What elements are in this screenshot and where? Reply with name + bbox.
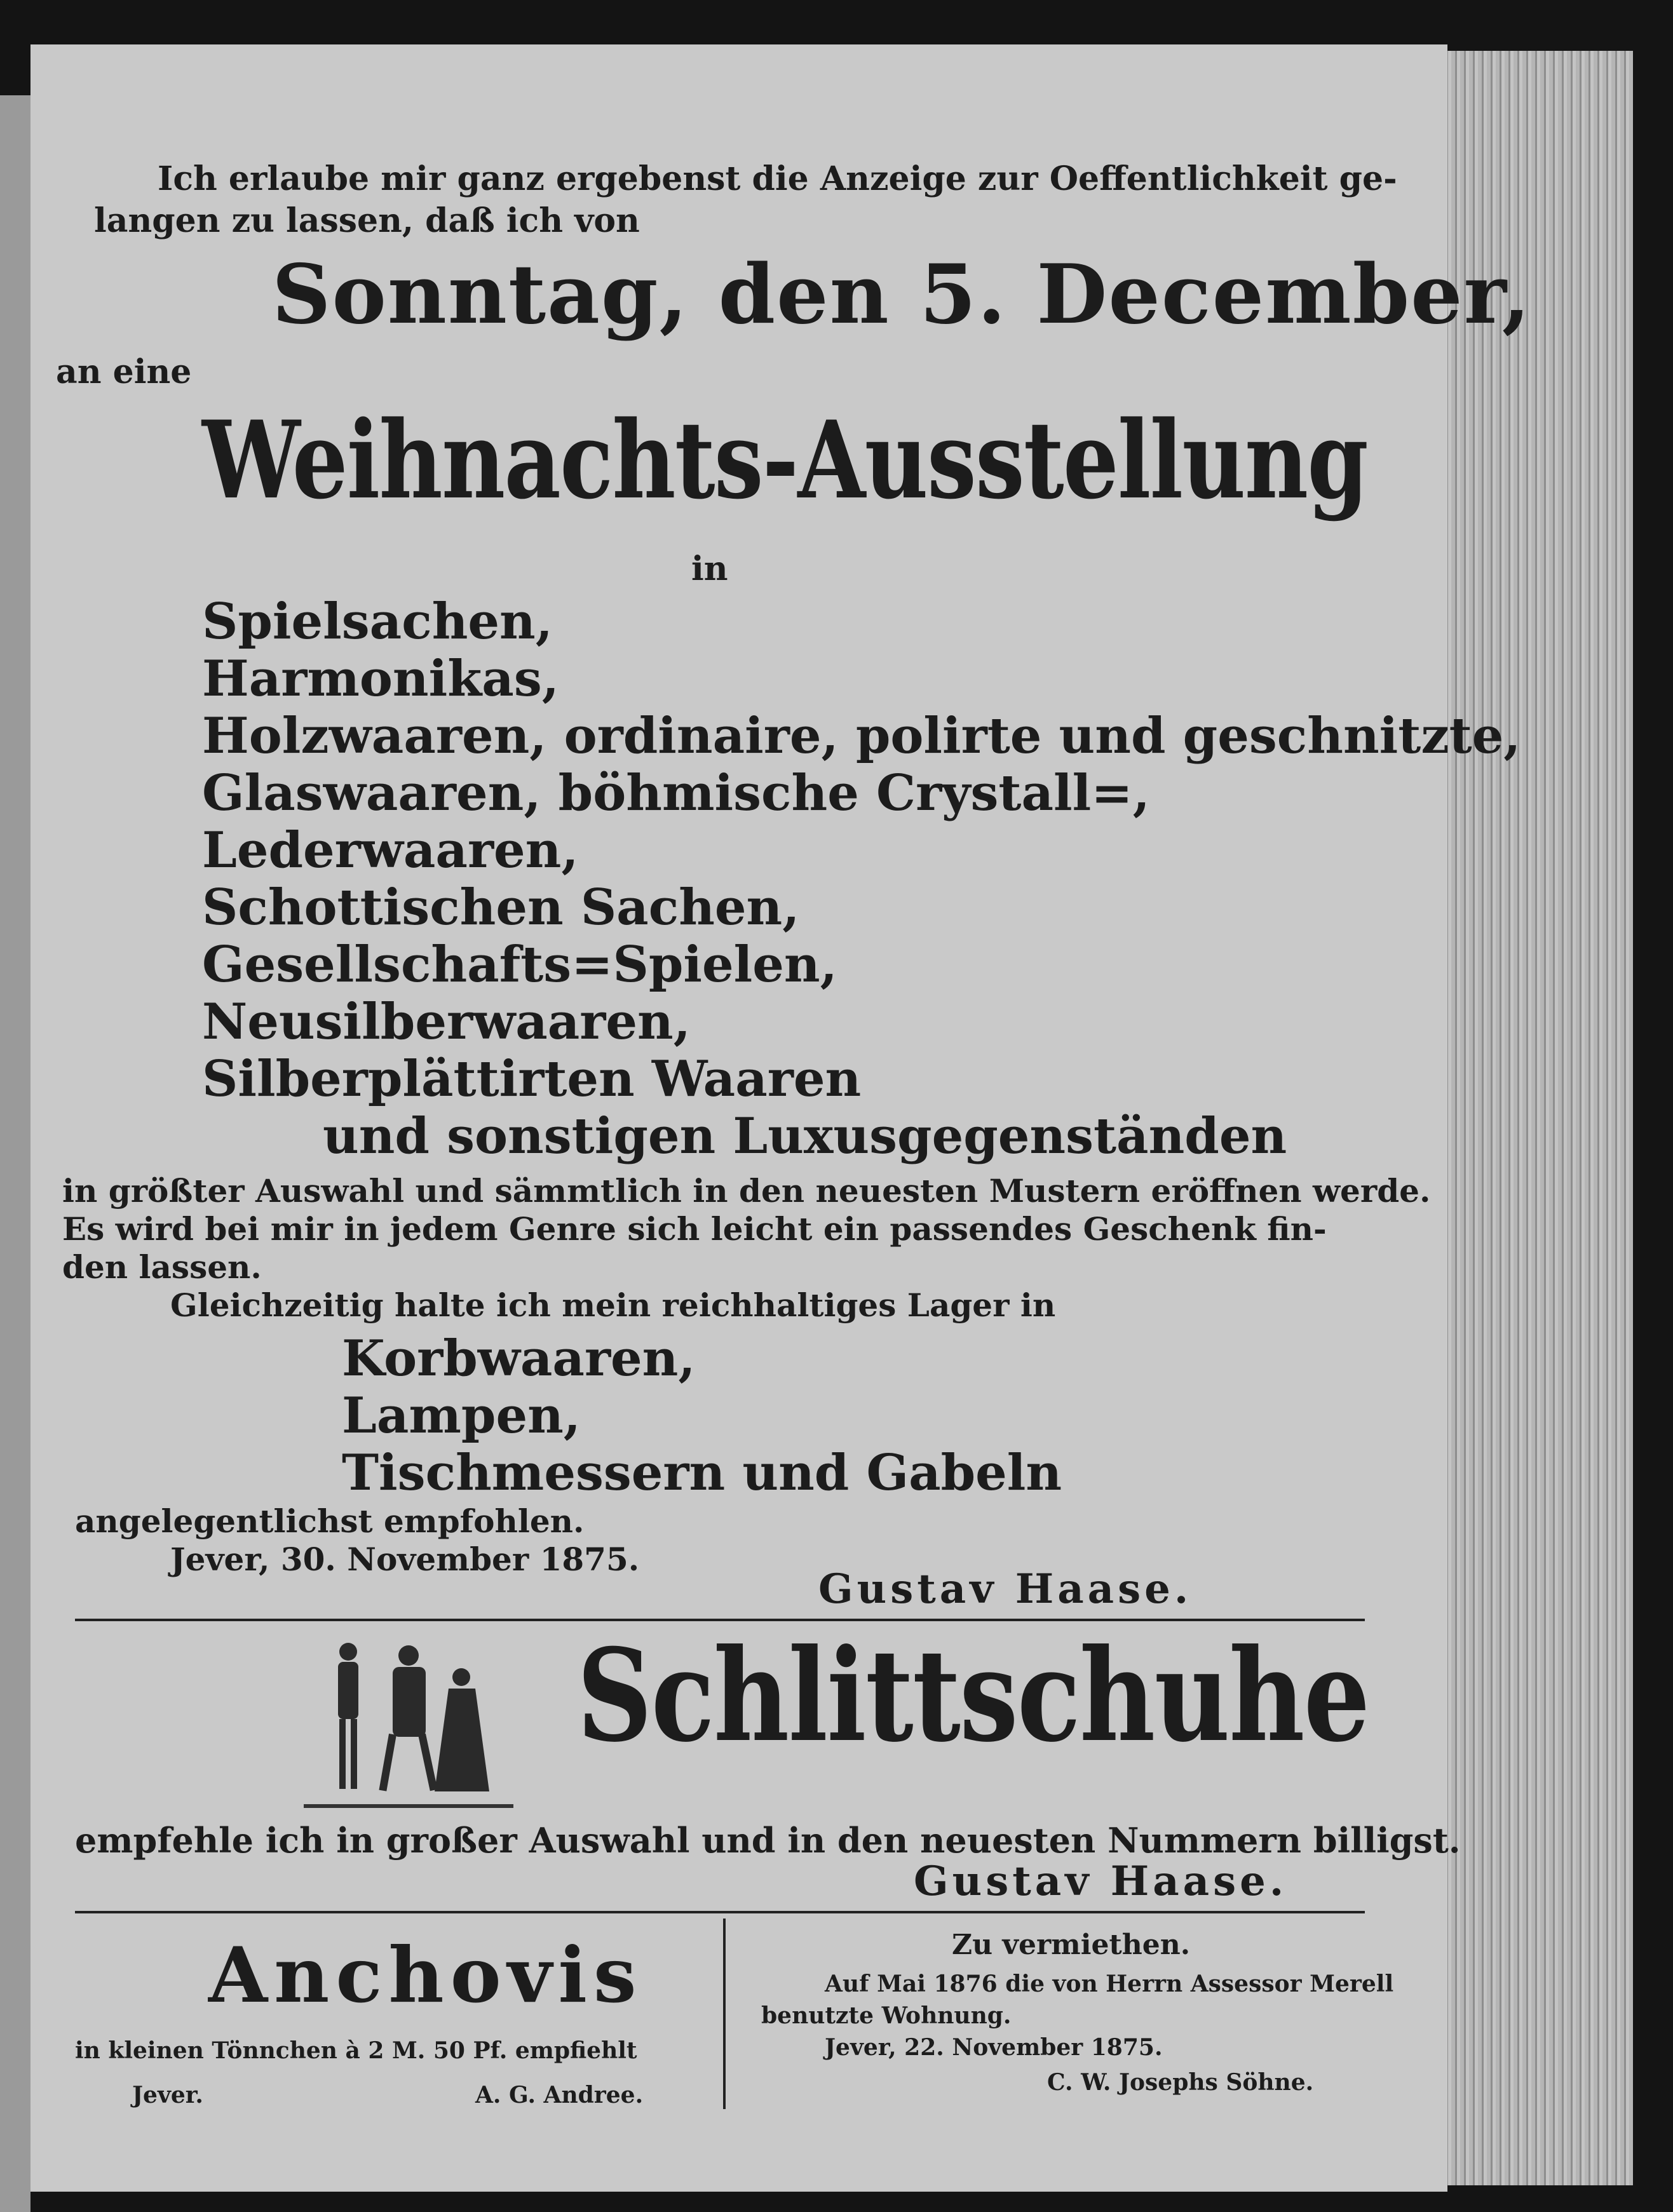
- ad2-signature: Gustav Haase.: [914, 1858, 1288, 1905]
- body-line-2: Es wird bei mir in jedem Genre sich leicht ein passendes Geschenk fin-: [62, 1210, 1327, 1248]
- body-line-4: Gleichzeitig halte ich mein reichhaltiges Lager in: [170, 1286, 1056, 1324]
- ad1-signature: Gustav Haase.: [818, 1565, 1193, 1613]
- ad1-headline: Weihnachts-Ausstellung: [202, 397, 1368, 523]
- ad3-headline: Anchovis: [208, 1931, 643, 2020]
- divider: [75, 1911, 1365, 1913]
- body-line-3: den lassen.: [62, 1248, 262, 1286]
- ad4-line-2: benutzte Wohnung.: [761, 2002, 1012, 2029]
- column-divider: [723, 1919, 726, 2109]
- body-line-1: in größter Auswahl und sämmtlich in den neuesten Mustern eröffnen werde.: [62, 1172, 1431, 1210]
- ad3-body: in kleinen Tönnchen à 2 M. 50 Pf. empfiehlt: [75, 2037, 637, 2064]
- ad3-place: Jever.: [132, 2082, 203, 2108]
- list-item-2: Korbwaaren,: [342, 1330, 696, 1387]
- list-item: und sonstigen Luxusgegenständen: [323, 1107, 1287, 1165]
- event-date: Sonntag, den 5. December,: [272, 247, 1532, 342]
- list-item: Neusilberwaaren,: [202, 993, 691, 1051]
- an-eine-label: an eine: [56, 353, 192, 391]
- skaters-illustration: [304, 1633, 513, 1817]
- ad3-signature: A. G. Andree.: [475, 2082, 644, 2108]
- list-item: Lederwaaren,: [202, 821, 579, 879]
- closing-text: angelegentlichst empfohlen.: [75, 1502, 585, 1540]
- ad4-place-date: Jever, 22. November 1875.: [825, 2034, 1163, 2061]
- ad2-body: empfehle ich in großer Auswahl und in den neuesten Nummern billigst.: [75, 1820, 1461, 1861]
- list-item: Holzwaaren, ordinaire, polirte und geschnitzte,: [202, 707, 1521, 765]
- ad4-title: Zu vermiethen.: [952, 1929, 1191, 1961]
- place-date: Jever, 30. November 1875.: [170, 1541, 640, 1578]
- ad2-headline: Schlittschuhe: [577, 1621, 1369, 1770]
- list-item: Glaswaaren, böhmische Crystall=,: [202, 764, 1150, 822]
- list-item: Harmonikas,: [202, 650, 559, 708]
- list-item: Schottischen Sachen,: [202, 879, 800, 936]
- book-page-edges: [1442, 51, 1633, 2185]
- list-item: Gesellschafts=Spielen,: [202, 936, 837, 994]
- list-item-2: Lampen,: [342, 1387, 581, 1445]
- list-item: Spielsachen,: [202, 593, 553, 651]
- left-page-edge: [0, 95, 30, 2212]
- in-label: in: [691, 550, 728, 588]
- list-item-2: Tischmessern und Gabeln: [342, 1444, 1062, 1502]
- newspaper-sheet: [30, 44, 1532, 2192]
- intro-line-2: langen zu lassen, daß ich von: [94, 201, 640, 240]
- intro-line-1: Ich erlaube mir ganz ergebenst die Anzeige zur Oeffentlichkeit ge-: [158, 159, 1397, 198]
- list-item: Silberplättirten Waaren: [202, 1050, 862, 1108]
- ad4-signature: C. W. Josephs Söhne.: [1047, 2069, 1314, 2096]
- ad4-line-1: Auf Mai 1876 die von Herrn Assessor Merell: [825, 1971, 1394, 1997]
